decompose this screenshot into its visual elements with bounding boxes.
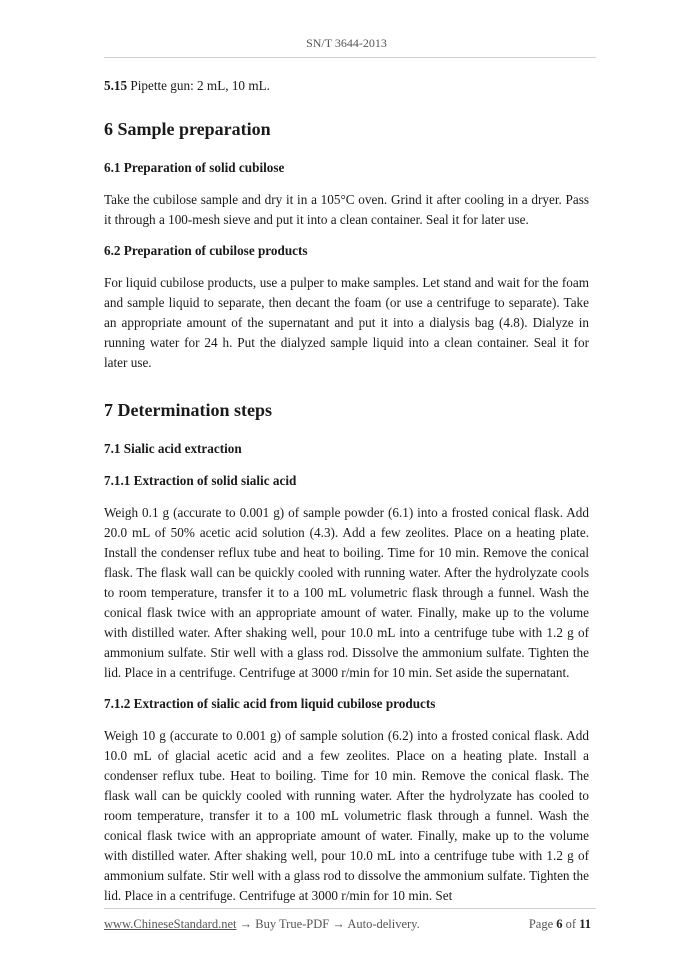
page-label: Page [528,917,554,931]
buy-true-pdf-link[interactable]: Buy True-PDF [255,917,330,931]
section-7-1-1-title: 7.1.1 Extraction of solid sialic acid [104,473,297,488]
section-7-1-2-title: 7.1.2 Extraction of sialic acid from liquid cubilose products [104,696,436,711]
item-number: 5.15 [104,78,128,93]
page-of-label: of [565,917,577,931]
auto-delivery-text: Auto-delivery. [347,917,420,931]
page-footer [104,917,591,932]
page-number [529,917,591,932]
footer-divider [104,908,596,909]
standard-code: SN/T 3644-2013 [306,36,387,50]
section-6-1-text: Take the cubilose sample and dry it in a 105°C oven. Grind it after cooling in a dryer. Pass it through a 100-mesh sieve and put it into a clean container. Seal it for later use. [104,192,589,227]
arrow-right-icon: → [239,917,253,931]
section-6-2-text: For liquid cubilose products, use a pulper to make samples. Let stand and wait for the foam and sample liquid to separate, then decant the foam (or use a centrifuge to separate). Take an appropriate amount of the supernatant and put it into a dialysis bag (4.8). Dialyze in running water for 24 h. Put the dialyzed sample liquid into a clean container. Seal it for later use. [104,275,589,370]
section-7-1-2-text: Weigh 10 g (accurate to 0.001 g) of sample solution (6.2) into a frosted conical flask. Add 10.0 mL of glacial acetic acid and a few zeolites. Place on a heating plate. Install a condenser reflux tube. Heat to boiling. Time for 10 min. Remove the conical flask. The flask wall can be quickly cooled with running water. After the hydrolyzate has cooled to room temperature, transfer it to a 100 mL volumetric flask through a funnel. Wash the conical flask twice with an appropriate amount of water. Finally, make up to the volume with distilled water. After shaking well, pour 10.0 mL into a centrifuge tube with 1.2 g of ammonium sulfate. Stir well with a glass rod to dissolve the ammonium sulfate. Tighten the lid. Place in a centrifuge. Centrifuge at 3000 r/min for 10 min. Set [104,728,589,903]
arrow-right-icon: → [332,917,345,931]
section-7-1-title: 7.1 Sialic acid extraction [104,441,242,456]
page-current: 6 [556,917,563,931]
site-link[interactable]: www.ChineseStandard.net [104,917,237,931]
header-divider [104,57,596,58]
page-total: 11 [579,917,591,931]
item-5-15 [104,76,589,96]
item-text: Pipette gun: 2 mL, 10 mL. [130,78,270,93]
section-6-title: 6 Sample preparation [104,119,271,139]
section-6-2-title: 6.2 Preparation of cubilose products [104,243,308,258]
page-header [0,36,693,51]
section-6-1-title: 6.1 Preparation of solid cubilose [104,160,285,175]
footer-links [104,917,420,931]
section-7-1-1-text: Weigh 0.1 g (accurate to 0.001 g) of sample powder (6.1) into a frosted conical flask. Add 20.0 mL of 50% acetic acid solution (4.3). Add a few zeolites. Place on a heating plate. Install the condenser reflux tube and heat to boiling. Time for 10 min. Remove the conical flask. The flask wall can be quickly cooled with running water. After the hydrolyzate cools to room temperature, transfer it to a 100 mL volumetric flask through a funnel. Wash the conical flask twice with an appropriate amount of water. Finally, make up to the volume with distilled water. After shaking well, pour 10.0 mL into a centrifuge tube with 1.2 g of ammonium sulfate. Stir well with a glass rod. Dissolve the ammonium sulfate. Tighten the lid. Place in a centrifuge. Centrifuge at 3000 r/min for 10 min. Set aside the supernatant. [104,505,589,680]
page-content [104,76,589,906]
section-7-title: 7 Determination steps [104,400,272,420]
